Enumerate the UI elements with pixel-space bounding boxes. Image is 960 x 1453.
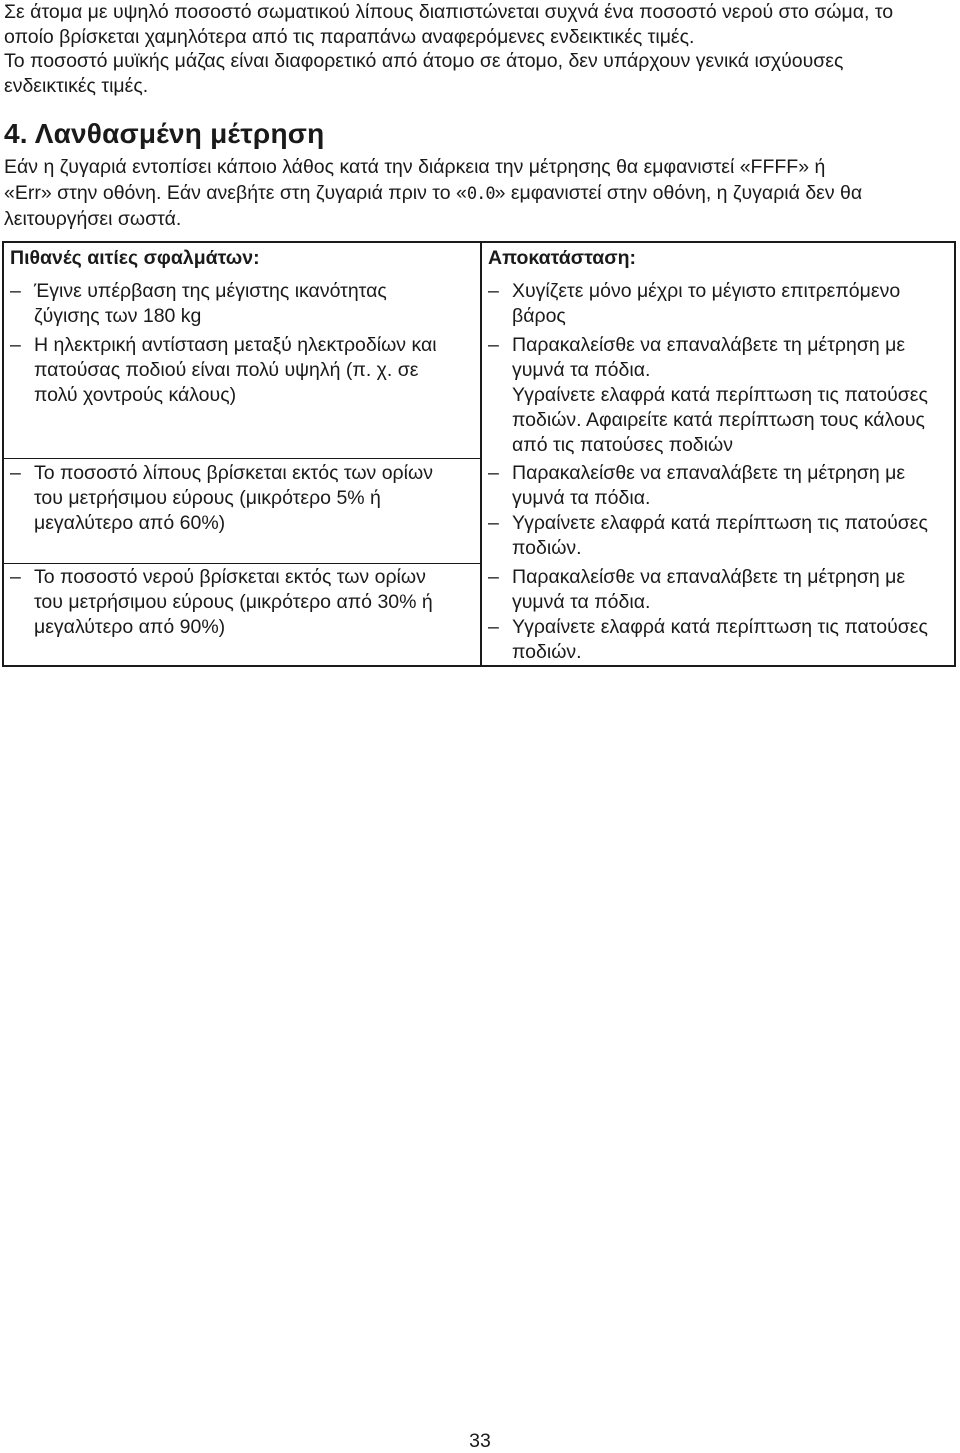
- section-description: [4, 155, 954, 233]
- remedy-text: Παρακαλείσθε να επαναλάβετε τη μέτρηση με: [512, 566, 906, 588]
- cause-cell: [10, 279, 470, 408]
- cause-text: μεγαλύτερο από 60%): [34, 512, 226, 534]
- remedy-text: Παρακαλείσθε να επαναλάβετε τη μέτρηση με: [512, 462, 906, 484]
- intro-line: Σε άτομα με υψηλό ποσοστό σωματικού λίπους διαπιστώνεται συχνά ένα ποσοστό νερού στο σώμα, το: [4, 1, 894, 23]
- dash-bullet: –: [10, 566, 21, 588]
- remedy-text: ποδιών.: [512, 641, 582, 663]
- cause-cell: [10, 461, 470, 536]
- remedy-text: βάρος: [512, 305, 566, 327]
- remedy-text: ποδιών. Αφαιρείτε κατά περίπτωση τους κάλους: [512, 409, 925, 431]
- dash-bullet: –: [488, 334, 499, 356]
- cause-text: Έγινε υπέρβαση της μέγιστης ικανότητας: [34, 280, 387, 302]
- cause-text: του μετρήσιμου εύρους (μικρότερο από 30% ή: [34, 591, 433, 613]
- cause-text: του μετρήσιμου εύρους (μικρότερο 5% ή: [34, 487, 381, 509]
- remedy-text: γυμνά τα πόδια.: [512, 359, 651, 381]
- remedy-text: γυμνά τα πόδια.: [512, 591, 651, 613]
- dash-bullet: –: [488, 566, 499, 588]
- list-item: [10, 461, 470, 486]
- remedy-cell: [488, 565, 950, 665]
- list-item: [488, 461, 950, 486]
- page-number: 33: [469, 1430, 491, 1452]
- list-item: [10, 565, 470, 590]
- remedy-text: από τις πατούσες ποδιών: [512, 434, 733, 456]
- remedy-text: ποδιών.: [512, 537, 582, 559]
- dash-bullet: –: [10, 334, 21, 356]
- display-reading: 0.0: [466, 183, 495, 204]
- intro-paragraph: [4, 0, 954, 98]
- cause-cell: [10, 565, 470, 640]
- section-heading: 4. Λανθασμένη μέτρηση: [4, 118, 325, 149]
- list-item: [10, 279, 470, 304]
- error-table: [2, 241, 956, 667]
- dash-bullet: –: [488, 462, 499, 484]
- cause-text: πατούσας ποδιού είναι πολύ υψηλή (π. χ. σε: [34, 359, 419, 381]
- cause-text: πολύ χοντρούς κάλους): [34, 384, 237, 406]
- dash-bullet: –: [10, 462, 21, 484]
- desc-line: λειτουργήσει σωστά.: [4, 208, 182, 230]
- remedy-text: Παρακαλείσθε να επαναλάβετε τη μέτρηση με: [512, 334, 906, 356]
- desc-line: Εάν η ζυγαριά εντοπίσει κάποιο λάθος κατά την διάρκεια την μέτρησης θα εμφανιστεί «FFFF» ή: [4, 156, 826, 178]
- dash-bullet: –: [10, 280, 21, 302]
- cause-text: Η ηλεκτρική αντίσταση μεταξύ ηλεκτροδίων και: [34, 334, 437, 356]
- remedy-text: Υγραίνετε ελαφρά κατά περίπτωση τις πατούσες: [512, 512, 928, 534]
- cause-text: ζύγισης των 180 kg: [34, 305, 202, 327]
- desc-text: «Err» στην οθόνη. Εάν ανεβήτε στη ζυγαριά πριν το «: [4, 181, 467, 204]
- remedy-text: Υγραίνετε ελαφρά κατά περίπτωση τις πατούσες: [512, 616, 928, 638]
- list-item: [488, 565, 950, 590]
- remedy-text: Υγραίνετε ελαφρά κατά περίπτωση τις πατούσες: [512, 384, 928, 406]
- header-causes: Πιθανές αιτίες σφαλμάτων:: [10, 247, 260, 269]
- list-item: [10, 333, 470, 358]
- intro-line: οποίο βρίσκεται χαμηλότερα από τις παραπάνω αναφερόμενες ενδεικτικές τιμές.: [4, 25, 695, 48]
- list-item: [488, 333, 950, 358]
- list-item: [488, 511, 950, 536]
- remedy-cell: [488, 461, 950, 561]
- header-remedy: Αποκατάσταση:: [488, 247, 636, 269]
- column-divider: [480, 243, 482, 665]
- row-divider: [4, 458, 480, 459]
- cause-text: μεγαλύτερο από 90%): [34, 616, 226, 638]
- intro-line: Το ποσοστό μυϊκής μάζας είναι διαφορετικό από άτομο σε άτομο, δεν υπάρχουν γενικά ισχύουσες: [4, 50, 844, 72]
- cause-text: Το ποσοστό νερού βρίσκεται εκτός των ορίων: [34, 566, 426, 588]
- remedy-text: γυμνά τα πόδια.: [512, 487, 651, 509]
- cause-text: Το ποσοστό λίπους βρίσκεται εκτός των ορίων: [34, 462, 433, 484]
- remedy-cell: [488, 279, 950, 458]
- row-divider: [4, 563, 480, 564]
- list-item: [488, 279, 950, 304]
- desc-text: » εμφανιστεί στην οθόνη, η ζυγαριά δεν θα: [494, 181, 863, 204]
- desc-line: [4, 181, 954, 208]
- list-item: [488, 615, 950, 640]
- dash-bullet: –: [488, 512, 499, 534]
- dash-bullet: –: [488, 280, 499, 302]
- dash-bullet: –: [488, 616, 499, 638]
- intro-line: ενδεικτικές τιμές.: [4, 74, 149, 97]
- remedy-text: Χυγίζετε μόνο μέχρι το μέγιστο επιτρεπόμενο: [512, 280, 901, 302]
